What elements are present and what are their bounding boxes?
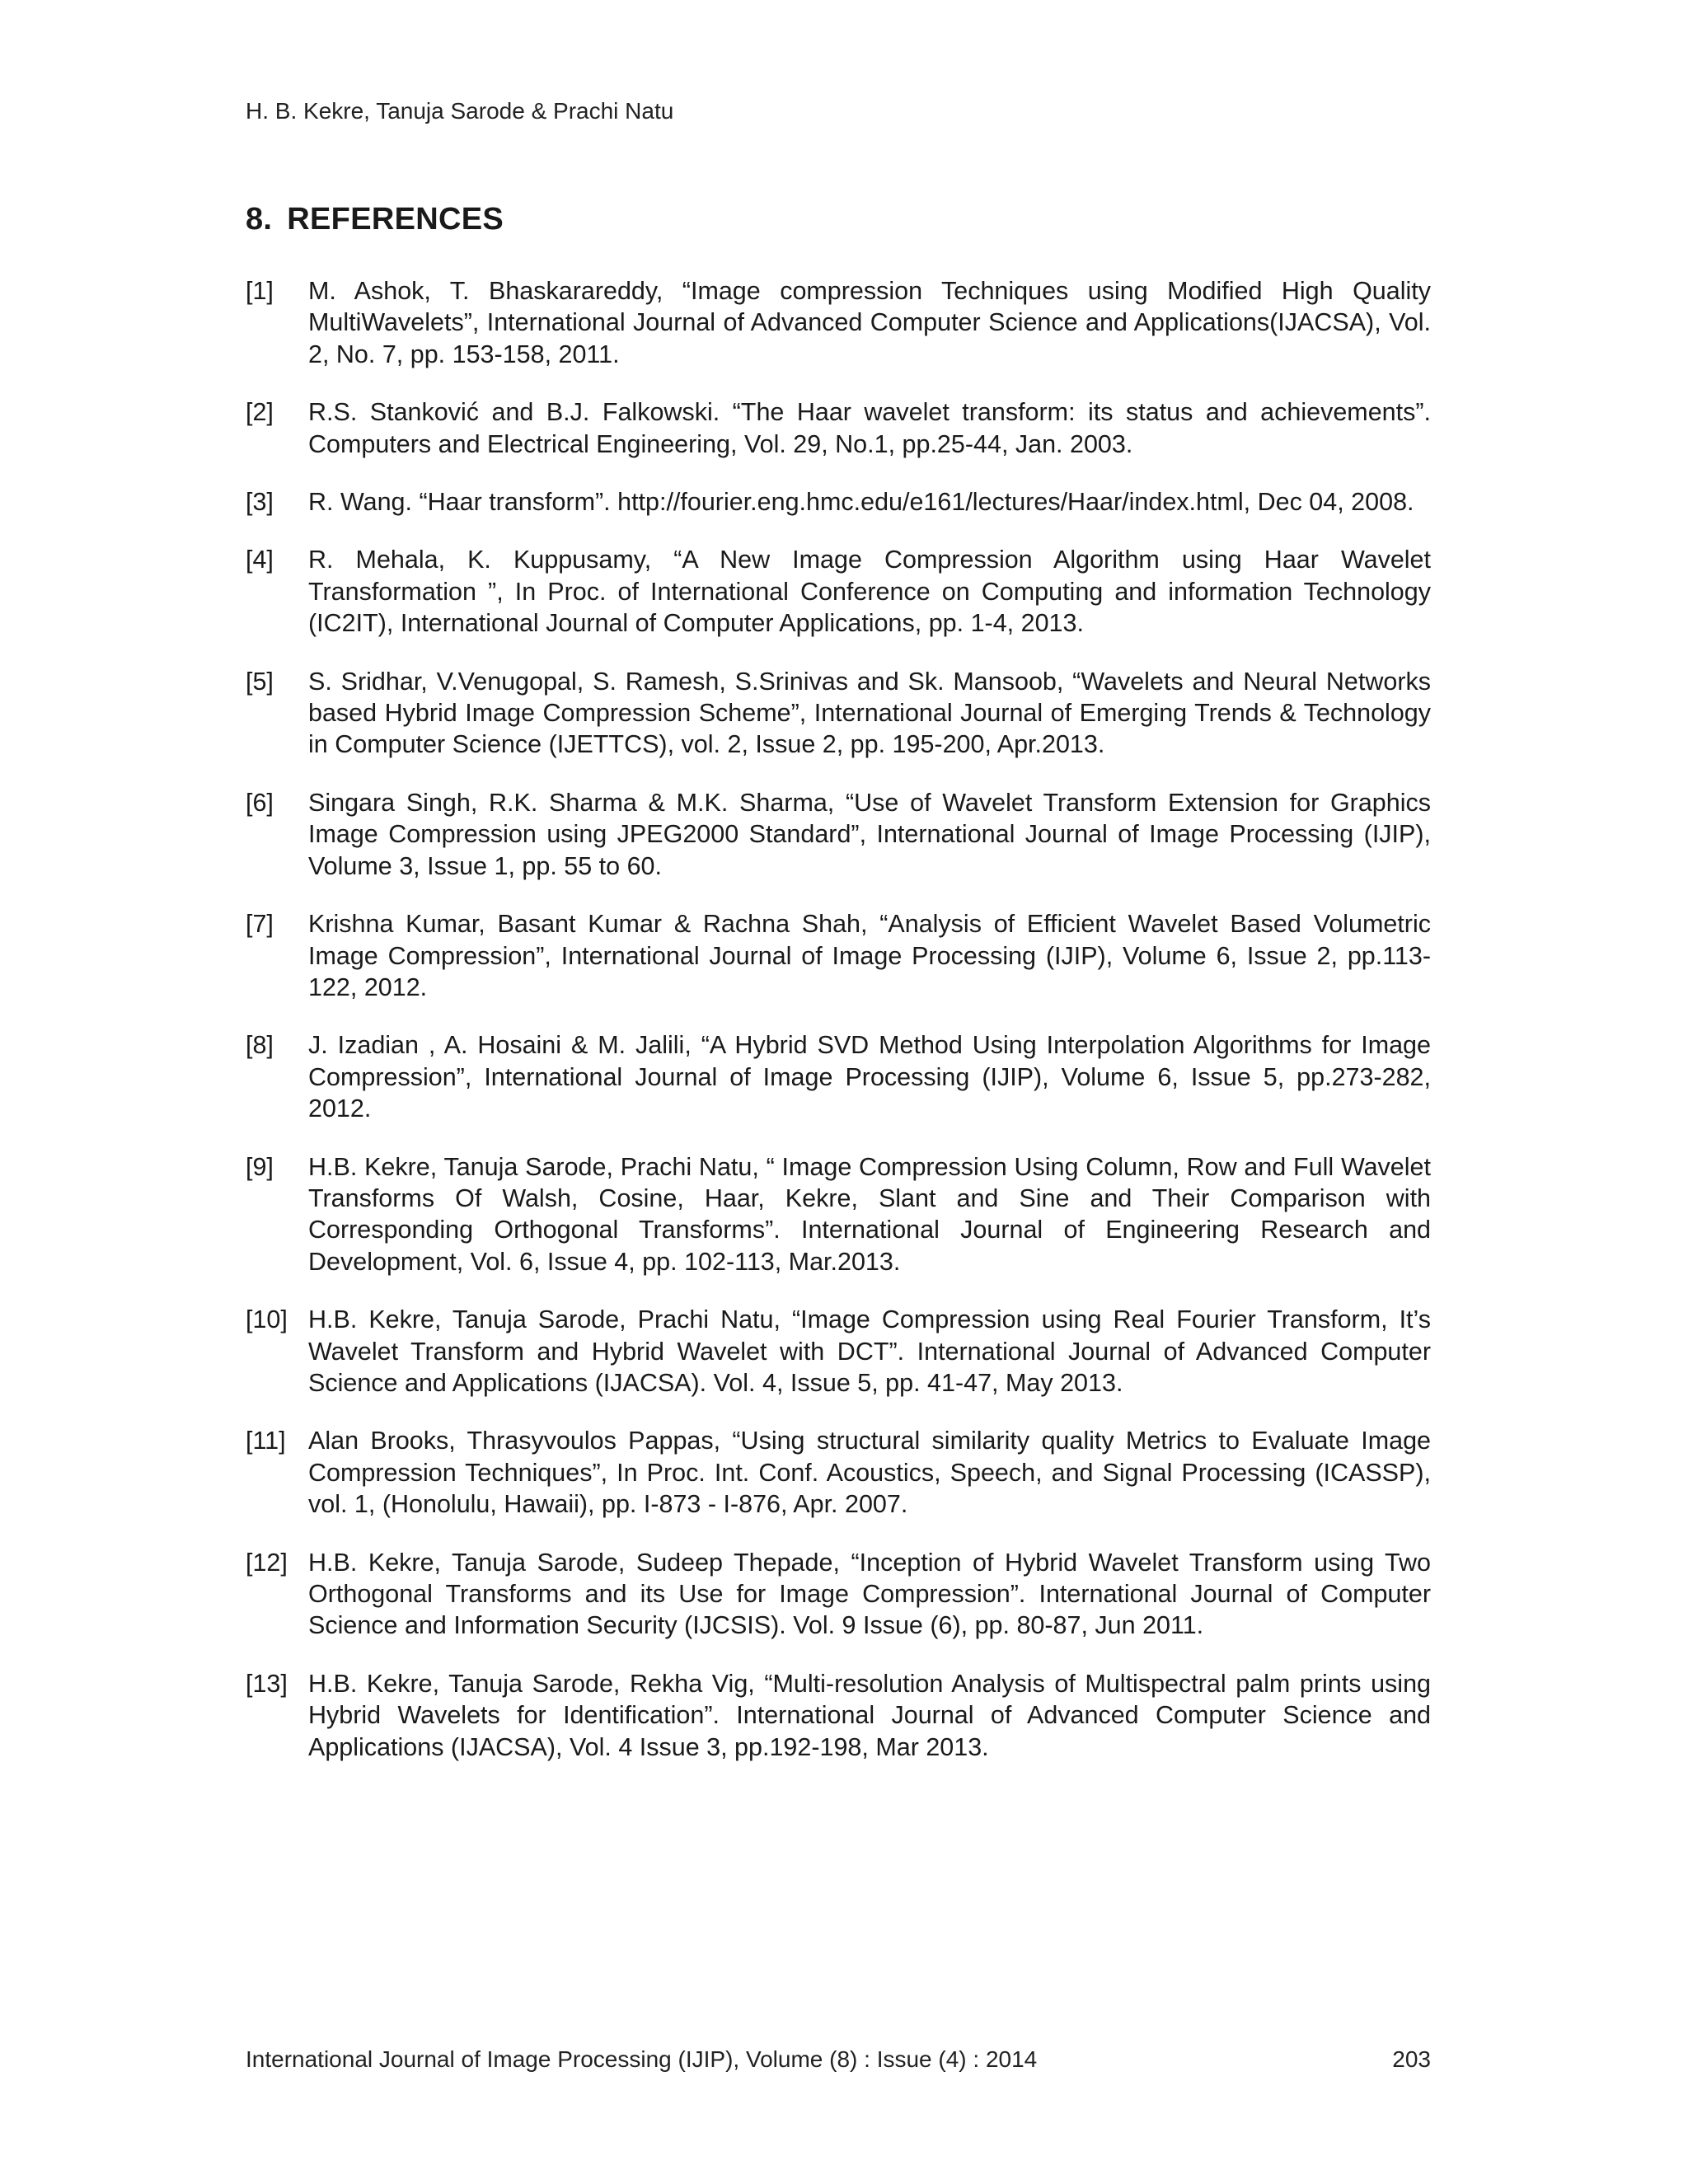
reference-text: H.B. Kekre, Tanuja Sarode, Prachi Natu, “ Image Compression Using Column, Row and Full Wavelet Transforms Of Walsh, Cosine, Haar, Kekre, Slant and Sine and Their Comparison with Corresponding Orthogonal Transforms”. International Journal of Engineering Research and Development, Vol. 6, Issue 4, pp. 102-113, Mar.2013. <box>308 1152 1431 1276</box>
reference-label: [2] <box>246 398 274 427</box>
reference-text: R. Mehala, K. Kuppusamy, “A New Image Compression Algorithm using Haar Wavelet Transformation ”, In Proc. of International Conference on Computing and information Technology (IC2IT), International Journal of Computer Applications, pp. 1-4, 2013. <box>308 546 1431 638</box>
reference-item <box>246 486 1431 518</box>
page-footer <box>246 2046 1431 2074</box>
section-title: REFERENCES <box>287 202 504 237</box>
reference-label: [13] <box>246 1669 288 1698</box>
reference-item <box>246 787 1431 882</box>
reference-label: [6] <box>246 788 274 817</box>
reference-text: H.B. Kekre, Tanuja Sarode, Sudeep Thepade, “Inception of Hybrid Wavelet Transform using Two Orthogonal Transforms and its Use for Image Compression”. International Journal of Computer Science and Information Security (IJCSIS). Vol. 9 Issue (6), pp. 80-87, Jun 2011. <box>308 1548 1431 1640</box>
reference-item <box>246 1668 1431 1763</box>
reference-text: H.B. Kekre, Tanuja Sarode, Rekha Vig, “Multi-resolution Analysis of Multispectral palm prints using Hybrid Wavelets for Identification”. International Journal of Advanced Computer Science and Applications (IJACSA), Vol. 4 Issue 3, pp.192-198, Mar 2013. <box>308 1669 1431 1761</box>
reference-item <box>246 1425 1431 1520</box>
footer-journal: International Journal of Image Processing (IJIP), Volume (8) : Issue (4) : 2014 <box>246 2046 1038 2072</box>
reference-text: S. Sridhar, V.Venugopal, S. Ramesh, S.Srinivas and Sk. Mansoob, “Wavelets and Neural Networks based Hybrid Image Compression Scheme”, International Journal of Emerging Trends & Technology in Computer Science (IJETTCS), vol. 2, Issue 2, pp. 195-200, Apr.2013. <box>308 667 1431 759</box>
reference-item <box>246 1304 1431 1399</box>
reference-item <box>246 908 1431 1003</box>
reference-label: [3] <box>246 488 274 517</box>
reference-label: [1] <box>246 277 274 305</box>
reference-label: [9] <box>246 1152 274 1181</box>
reference-label: [10] <box>246 1305 288 1334</box>
reference-text: M. Ashok, T. Bhaskarareddy, “Image compression Techniques using Modified High Quality MultiWavelets”, International Journal of Advanced Computer Science and Applications(IJACSA), Vol. 2, No. 7, pp. 153-158, 2011. <box>308 277 1431 368</box>
page-number: 203 <box>1392 2046 1431 2072</box>
reference-label: [7] <box>246 910 274 939</box>
reference-text: Krishna Kumar, Basant Kumar & Rachna Shah, “Analysis of Efficient Wavelet Based Volumetric Image Compression”, International Journal of Image Processing (IJIP), Volume 6, Issue 2, pp.113-122, 2012. <box>308 910 1431 1001</box>
reference-label: [8] <box>246 1031 274 1060</box>
reference-text: Alan Brooks, Thrasyvoulos Pappas, “Using structural similarity quality Metrics to Evaluate Image Compression Techniques”, In Proc. Int. Conf. Acoustics, Speech, and Signal Processing (ICASSP), vol. 1, (Honolulu, Hawaii), pp. I-873 - I-876, Apr. 2007. <box>308 1427 1431 1519</box>
reference-text: R. Wang. “Haar transform”. http://fourier.eng.hmc.edu/e161/lectures/Haar/index.html, Dec 04, 2008. <box>308 488 1414 517</box>
reference-list <box>246 275 1431 1789</box>
reference-text: Singara Singh, R.K. Sharma & M.K. Sharma, “Use of Wavelet Transform Extension for Graphics Image Compression using JPEG2000 Standard”, International Journal of Image Processing (IJIP), Volume 3, Issue 1, pp. 55 to 60. <box>308 788 1431 880</box>
section-number: 8. <box>246 202 273 237</box>
reference-item <box>246 666 1431 761</box>
reference-text: H.B. Kekre, Tanuja Sarode, Prachi Natu, “Image Compression using Real Fourier Transform, It’s Wavelet Transform and Hybrid Wavelet with DCT”. International Journal of Advanced Computer Science and Applications (IJACSA). Vol. 4, Issue 5, pp. 41-47, May 2013. <box>308 1305 1431 1397</box>
reference-item <box>246 1029 1431 1124</box>
reference-label: [12] <box>246 1548 288 1577</box>
reference-item <box>246 275 1431 370</box>
section-heading <box>246 200 504 238</box>
running-head-authors: H. B. Kekre, Tanuja Sarode & Prachi Natu <box>246 98 674 124</box>
reference-label: [4] <box>246 546 274 574</box>
reference-item <box>246 544 1431 639</box>
reference-text: J. Izadian , A. Hosaini & M. Jalili, “A Hybrid SVD Method Using Interpolation Algorithms for Image Compression”, International Journal of Image Processing (IJIP), Volume 6, Issue 5, pp.273-282, 2012. <box>308 1031 1431 1123</box>
reference-text: R.S. Stanković and B.J. Falkowski. “The Haar wavelet transform: its status and achievements”. Computers and Electrical Engineering, Vol. 29, No.1, pp.25-44, Jan. 2003. <box>308 398 1431 458</box>
reference-item <box>246 1151 1431 1278</box>
reference-label: [11] <box>246 1427 286 1455</box>
reference-label: [5] <box>246 667 274 696</box>
reference-item <box>246 1547 1431 1642</box>
reference-item <box>246 396 1431 460</box>
